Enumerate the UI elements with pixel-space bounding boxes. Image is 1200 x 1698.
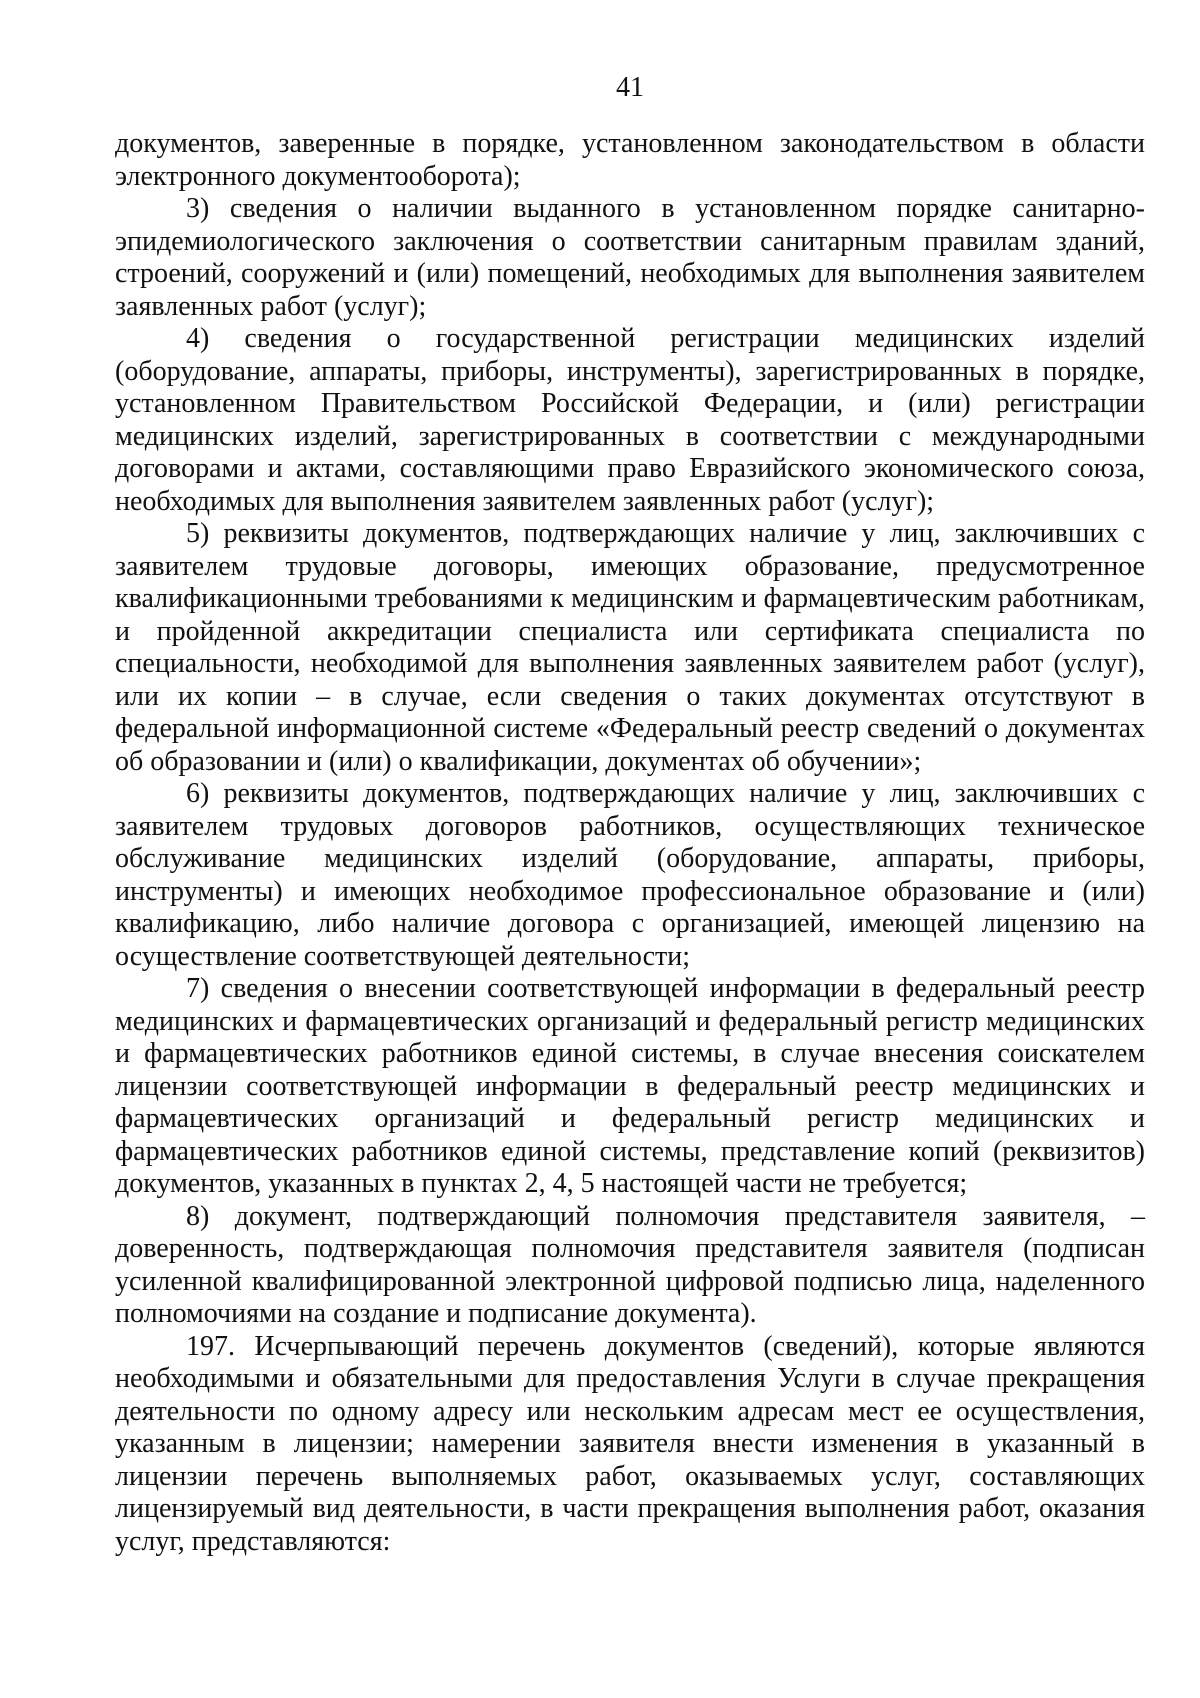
paragraph-item-5: 5) реквизиты документов, подтверждающих наличие у лиц, заключивших с заявителем трудовые договоры, имеющих образование, предусмотренное квалификационными требованиями к медицинским и фармацевтическим работникам, и пройденной аккредитации специалиста или сертификата специалиста по специальности, необходимой для выполнения заявленных заявителем работ (услуг), или их копии – в случае, если сведения о таких документах отсутствуют в федеральной информационной системе «Федеральный реестр сведений о документах об образовании и (или) о квалификации, документах об обучении»;	[115, 518, 1145, 777]
paragraph-item-7: 7) сведения о внесении соответствующей информации в федеральный реестр медицинских и фармацевтических организаций и федеральный регистр медицинских и фармацевтических работников единой системы, в случае внесения соискателем лицензии соответствующей информации в федеральный реестр медицинских и фармацевтических организаций и федеральный регистр медицинских и фармацевтических работников единой системы, представление копий (реквизитов) документов, указанных в пунктах 2, 4, 5 настоящей части не требуется;	[115, 973, 1145, 1199]
paragraph-item-3: 3) сведения о наличии выданного в установленном порядке санитарно-эпидемиологического заключения о соответствии санитарным правилам зданий, строений, сооружений и (или) помещений, необходимых для выполнения заявителем заявленных работ (услуг);	[115, 193, 1145, 322]
paragraph-section-197: 197. Исчерпывающий перечень документов (сведений), которые являются необходимыми и обязательными для предоставления Услуги в случае прекращения деятельности по одному адресу или нескольким адресам мест ее осуществления, указанным в лицензии; намерении заявителя внести изменения в указанный в лицензии перечень выполняемых работ, оказываемых услуг, составляющих лицензируемый вид деятельности, в части прекращения выполнения работ, оказания услуг, представляются:	[115, 1330, 1145, 1557]
paragraph-item-6: 6) реквизиты документов, подтверждающих наличие у лиц, заключивших с заявителем трудовых договоров работников, осуществляющих техническое обслуживание медицинских изделий (оборудование, аппараты, приборы, инструменты) и имеющих необходимое профессиональное образование и (или) квалификацию, либо наличие договора с организацией, имеющей лицензию на осуществление соответствующей деятельности;	[115, 778, 1145, 972]
paragraph-continuation: документов, заверенные в порядке, установленном законодательством в области электронного документооборота);	[115, 128, 1145, 192]
document-body	[115, 128, 1145, 1558]
paragraph-item-8: 8) документ, подтверждающий полномочия представителя заявителя, – доверенность, подтверждающая полномочия представителя заявителя (подписан усиленной квалифицированной электронной цифровой подписью лица, наделенного полномочиями на создание и подписание документа).	[115, 1200, 1145, 1329]
page-number: 41	[616, 72, 644, 103]
paragraph-item-4: 4) сведения о государственной регистрации медицинских изделий (оборудование, аппараты, приборы, инструменты), зарегистрированных в порядке, установленном Правительством Российской Федерации, и (или) регистрации медицинских изделий, зарегистрированных в соответствии с международными договорами и актами, составляющими право Евразийского экономического союза, необходимых для выполнения заявителем заявленных работ (услуг);	[115, 323, 1145, 517]
